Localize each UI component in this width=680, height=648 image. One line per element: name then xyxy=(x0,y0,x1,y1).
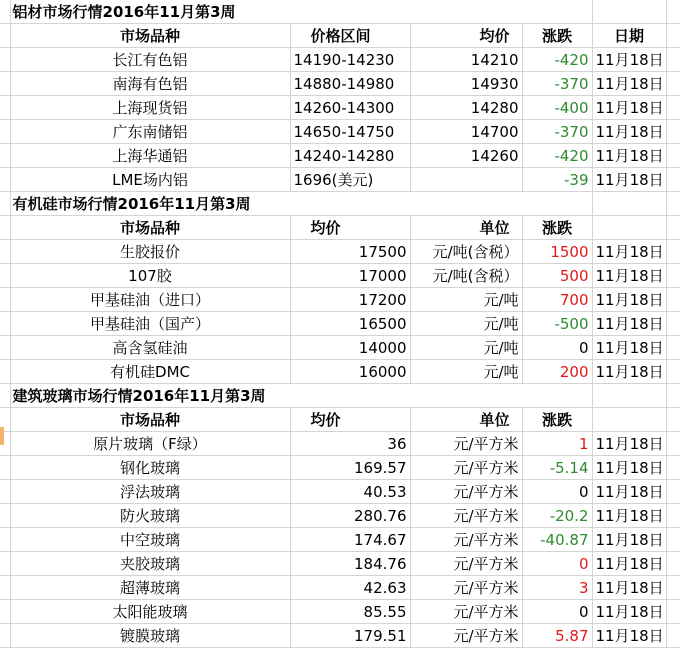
date-cell[interactable]: 11月18日 xyxy=(592,504,666,528)
cell[interactable] xyxy=(666,120,680,144)
date-cell[interactable]: 11月18日 xyxy=(592,624,666,648)
section-title[interactable]: 铝材市场行情2016年11月第3周 xyxy=(10,0,522,24)
date-cell[interactable]: 11月18日 xyxy=(592,264,666,288)
average-price-cell[interactable]: 174.67 xyxy=(290,528,410,552)
date-cell[interactable]: 11月18日 xyxy=(592,360,666,384)
cell-selection-marker xyxy=(0,427,4,445)
date-cell[interactable]: 11月18日 xyxy=(592,240,666,264)
unit-cell[interactable]: 元/平方米 xyxy=(410,576,522,600)
header-cell[interactable]: 市场品种 xyxy=(10,216,290,240)
cell[interactable] xyxy=(666,48,680,72)
change-cell[interactable]: -40.87 xyxy=(522,528,592,552)
price-range-cell[interactable]: 14880-14980 xyxy=(290,72,410,96)
price-range-cell[interactable]: 1696(美元) xyxy=(290,168,410,192)
header-cell[interactable]: 单位 xyxy=(410,408,522,432)
table-row xyxy=(0,456,680,480)
product-name-cell[interactable]: 上海华通铝 xyxy=(10,144,290,168)
change-cell[interactable]: -500 xyxy=(522,312,592,336)
date-cell[interactable]: 11月18日 xyxy=(592,96,666,120)
table-row xyxy=(0,360,680,384)
header-row xyxy=(0,24,680,48)
product-name-cell[interactable]: 防火玻璃 xyxy=(10,504,290,528)
header-cell[interactable]: 价格区间 xyxy=(290,24,410,48)
average-price-cell[interactable]: 14000 xyxy=(290,336,410,360)
cell[interactable] xyxy=(0,504,10,528)
cell[interactable] xyxy=(0,360,10,384)
cell[interactable] xyxy=(666,168,680,192)
change-cell[interactable]: 0 xyxy=(522,336,592,360)
cell[interactable] xyxy=(666,384,680,408)
average-price-cell[interactable]: 42.63 xyxy=(290,576,410,600)
change-cell[interactable]: 3 xyxy=(522,576,592,600)
change-cell[interactable]: -370 xyxy=(522,72,592,96)
change-cell[interactable]: 700 xyxy=(522,288,592,312)
header-cell[interactable]: 均价 xyxy=(290,408,410,432)
change-cell[interactable]: 5.87 xyxy=(522,624,592,648)
product-name-cell[interactable]: 高含氢硅油 xyxy=(10,336,290,360)
price-range-cell[interactable]: 14240-14280 xyxy=(290,144,410,168)
cell[interactable] xyxy=(0,552,10,576)
cell[interactable] xyxy=(0,336,10,360)
header-row xyxy=(0,216,680,240)
section-title-row xyxy=(0,0,680,24)
cell[interactable] xyxy=(0,264,10,288)
average-price-cell[interactable]: 14210 xyxy=(410,48,522,72)
header-cell[interactable]: 市场品种 xyxy=(10,408,290,432)
cell[interactable] xyxy=(666,240,680,264)
average-price-cell[interactable]: 16500 xyxy=(290,312,410,336)
change-cell[interactable]: -20.2 xyxy=(522,504,592,528)
cell[interactable] xyxy=(0,384,10,408)
date-cell[interactable]: 11月18日 xyxy=(592,72,666,96)
cell[interactable] xyxy=(666,264,680,288)
product-name-cell[interactable]: 镀膜玻璃 xyxy=(10,624,290,648)
table-row xyxy=(0,240,680,264)
date-cell[interactable]: 11月18日 xyxy=(592,120,666,144)
cell[interactable] xyxy=(0,312,10,336)
table-row xyxy=(0,120,680,144)
price-range-cell[interactable]: 14260-14300 xyxy=(290,96,410,120)
cell[interactable] xyxy=(0,192,10,216)
header-cell[interactable]: 均价 xyxy=(290,216,410,240)
date-cell[interactable]: 11月18日 xyxy=(592,144,666,168)
change-cell[interactable]: 1500 xyxy=(522,240,592,264)
cell[interactable] xyxy=(666,600,680,624)
change-cell[interactable]: -420 xyxy=(522,48,592,72)
change-cell[interactable]: -420 xyxy=(522,144,592,168)
section-title[interactable]: 建筑玻璃市场行情2016年11月第3周 xyxy=(10,384,522,408)
table-row xyxy=(0,504,680,528)
header-row xyxy=(0,408,680,432)
cell[interactable] xyxy=(0,144,10,168)
price-range-cell[interactable]: 14650-14750 xyxy=(290,120,410,144)
cell[interactable] xyxy=(0,0,10,24)
date-cell[interactable]: 11月18日 xyxy=(592,168,666,192)
product-name-cell[interactable]: 钢化玻璃 xyxy=(10,456,290,480)
table-row xyxy=(0,528,680,552)
table-row xyxy=(0,480,680,504)
header-cell[interactable]: 均价 xyxy=(410,24,522,48)
cell[interactable] xyxy=(0,288,10,312)
unit-cell[interactable]: 元/吨 xyxy=(410,336,522,360)
product-name-cell[interactable]: 太阳能玻璃 xyxy=(10,600,290,624)
cell[interactable] xyxy=(666,192,680,216)
cell[interactable] xyxy=(0,480,10,504)
cell[interactable] xyxy=(592,0,666,24)
product-name-cell[interactable]: 长江有色铝 xyxy=(10,48,290,72)
table-row xyxy=(0,624,680,648)
unit-cell[interactable]: 元/平方米 xyxy=(410,504,522,528)
cell[interactable] xyxy=(522,384,592,408)
header-cell[interactable]: 日期 xyxy=(592,24,666,48)
date-cell[interactable]: 11月18日 xyxy=(592,48,666,72)
unit-cell[interactable]: 元/平方米 xyxy=(410,480,522,504)
unit-cell[interactable]: 元/吨 xyxy=(410,360,522,384)
cell[interactable] xyxy=(0,600,10,624)
average-price-cell[interactable] xyxy=(410,168,522,192)
cell[interactable] xyxy=(592,192,666,216)
average-price-cell[interactable]: 14930 xyxy=(410,72,522,96)
unit-cell[interactable]: 元/平方米 xyxy=(410,528,522,552)
product-name-cell[interactable]: 生胶报价 xyxy=(10,240,290,264)
price-range-cell[interactable]: 14190-14230 xyxy=(290,48,410,72)
cell[interactable] xyxy=(0,528,10,552)
cell[interactable] xyxy=(0,120,10,144)
product-name-cell[interactable]: 107胶 xyxy=(10,264,290,288)
cell[interactable] xyxy=(0,216,10,240)
table-row xyxy=(0,168,680,192)
cell[interactable] xyxy=(0,24,10,48)
average-price-cell[interactable]: 280.76 xyxy=(290,504,410,528)
change-cell[interactable]: -400 xyxy=(522,96,592,120)
cell[interactable] xyxy=(666,288,680,312)
change-cell[interactable]: 1 xyxy=(522,432,592,456)
header-cell[interactable]: 单位 xyxy=(410,216,522,240)
average-price-cell[interactable]: 17500 xyxy=(290,240,410,264)
cell[interactable] xyxy=(522,192,592,216)
product-name-cell[interactable]: 甲基硅油（国产） xyxy=(10,312,290,336)
table-row xyxy=(0,432,680,456)
header-cell[interactable] xyxy=(592,408,666,432)
header-cell[interactable]: 市场品种 xyxy=(10,24,290,48)
cell[interactable] xyxy=(0,72,10,96)
average-price-cell[interactable]: 40.53 xyxy=(290,480,410,504)
product-name-cell[interactable]: LME场内铝 xyxy=(10,168,290,192)
cell[interactable] xyxy=(666,480,680,504)
date-cell[interactable]: 11月18日 xyxy=(592,336,666,360)
average-price-cell[interactable]: 17200 xyxy=(290,288,410,312)
cell[interactable] xyxy=(522,0,592,24)
average-price-cell[interactable]: 14700 xyxy=(410,120,522,144)
cell[interactable] xyxy=(666,624,680,648)
unit-cell[interactable]: 元/平方米 xyxy=(410,456,522,480)
table-row xyxy=(0,552,680,576)
header-cell[interactable]: 涨跌 xyxy=(522,408,592,432)
table-row xyxy=(0,264,680,288)
date-cell[interactable]: 11月18日 xyxy=(592,456,666,480)
unit-cell[interactable]: 元/平方米 xyxy=(410,600,522,624)
date-cell[interactable]: 11月18日 xyxy=(592,480,666,504)
average-price-cell[interactable]: 14260 xyxy=(410,144,522,168)
header-cell[interactable] xyxy=(592,216,666,240)
change-cell[interactable]: 200 xyxy=(522,360,592,384)
product-name-cell[interactable]: 夹胶玻璃 xyxy=(10,552,290,576)
product-name-cell[interactable]: 广东南储铝 xyxy=(10,120,290,144)
cell[interactable] xyxy=(0,168,10,192)
average-price-cell[interactable]: 36 xyxy=(290,432,410,456)
cell[interactable] xyxy=(666,504,680,528)
average-price-cell[interactable]: 85.55 xyxy=(290,600,410,624)
cell[interactable] xyxy=(666,144,680,168)
cell[interactable] xyxy=(666,72,680,96)
product-name-cell[interactable]: 上海现货铝 xyxy=(10,96,290,120)
cell[interactable] xyxy=(666,528,680,552)
cell[interactable] xyxy=(0,456,10,480)
date-cell[interactable]: 11月18日 xyxy=(592,528,666,552)
unit-cell[interactable]: 元/吨(含税） xyxy=(410,240,522,264)
product-name-cell[interactable]: 原片玻璃（F绿） xyxy=(10,432,290,456)
header-cell[interactable]: 涨跌 xyxy=(522,24,592,48)
average-price-cell[interactable]: 16000 xyxy=(290,360,410,384)
cell[interactable] xyxy=(0,576,10,600)
section-title[interactable]: 有机硅市场行情2016年11月第3周 xyxy=(10,192,522,216)
cell[interactable] xyxy=(592,384,666,408)
table-row xyxy=(0,72,680,96)
section-title-row xyxy=(0,192,680,216)
cell[interactable] xyxy=(666,24,680,48)
average-price-cell[interactable]: 169.57 xyxy=(290,456,410,480)
cell[interactable] xyxy=(666,408,680,432)
table-row xyxy=(0,288,680,312)
table-row xyxy=(0,96,680,120)
cell[interactable] xyxy=(0,96,10,120)
unit-cell[interactable]: 元/吨 xyxy=(410,312,522,336)
product-name-cell[interactable]: 南海有色铝 xyxy=(10,72,290,96)
table-row xyxy=(0,48,680,72)
cell[interactable] xyxy=(666,552,680,576)
unit-cell[interactable]: 元/吨(含税） xyxy=(410,264,522,288)
date-cell[interactable]: 11月18日 xyxy=(592,288,666,312)
change-cell[interactable]: 0 xyxy=(522,480,592,504)
date-cell[interactable]: 11月18日 xyxy=(592,312,666,336)
change-cell[interactable]: 0 xyxy=(522,552,592,576)
product-name-cell[interactable]: 中空玻璃 xyxy=(10,528,290,552)
date-cell[interactable]: 11月18日 xyxy=(592,600,666,624)
unit-cell[interactable]: 元/平方米 xyxy=(410,624,522,648)
cell[interactable] xyxy=(666,216,680,240)
cell[interactable] xyxy=(666,432,680,456)
average-price-cell[interactable]: 14280 xyxy=(410,96,522,120)
change-cell[interactable]: 0 xyxy=(522,600,592,624)
cell[interactable] xyxy=(666,576,680,600)
cell[interactable] xyxy=(0,240,10,264)
average-price-cell[interactable]: 184.76 xyxy=(290,552,410,576)
cell[interactable] xyxy=(0,48,10,72)
cell[interactable] xyxy=(666,312,680,336)
table-row xyxy=(0,312,680,336)
table-row xyxy=(0,336,680,360)
section-title-row xyxy=(0,384,680,408)
date-cell[interactable]: 11月18日 xyxy=(592,552,666,576)
date-cell[interactable]: 11月18日 xyxy=(592,432,666,456)
cell[interactable] xyxy=(666,456,680,480)
cell[interactable] xyxy=(0,624,10,648)
date-cell[interactable]: 11月18日 xyxy=(592,576,666,600)
change-cell[interactable]: -39 xyxy=(522,168,592,192)
average-price-cell[interactable]: 17000 xyxy=(290,264,410,288)
change-cell[interactable]: 500 xyxy=(522,264,592,288)
table-row xyxy=(0,576,680,600)
change-cell[interactable]: -370 xyxy=(522,120,592,144)
table-row xyxy=(0,600,680,624)
product-name-cell[interactable]: 有机硅DMC xyxy=(10,360,290,384)
header-cell[interactable]: 涨跌 xyxy=(522,216,592,240)
product-name-cell[interactable]: 浮法玻璃 xyxy=(10,480,290,504)
cell[interactable] xyxy=(666,336,680,360)
cell[interactable] xyxy=(666,0,680,24)
product-name-cell[interactable]: 甲基硅油（进口） xyxy=(10,288,290,312)
cell[interactable] xyxy=(666,360,680,384)
product-name-cell[interactable]: 超薄玻璃 xyxy=(10,576,290,600)
unit-cell[interactable]: 元/吨 xyxy=(410,288,522,312)
unit-cell[interactable]: 元/平方米 xyxy=(410,552,522,576)
average-price-cell[interactable]: 179.51 xyxy=(290,624,410,648)
cell[interactable] xyxy=(666,96,680,120)
unit-cell[interactable]: 元/平方米 xyxy=(410,432,522,456)
table-row xyxy=(0,144,680,168)
change-cell[interactable]: -5.14 xyxy=(522,456,592,480)
